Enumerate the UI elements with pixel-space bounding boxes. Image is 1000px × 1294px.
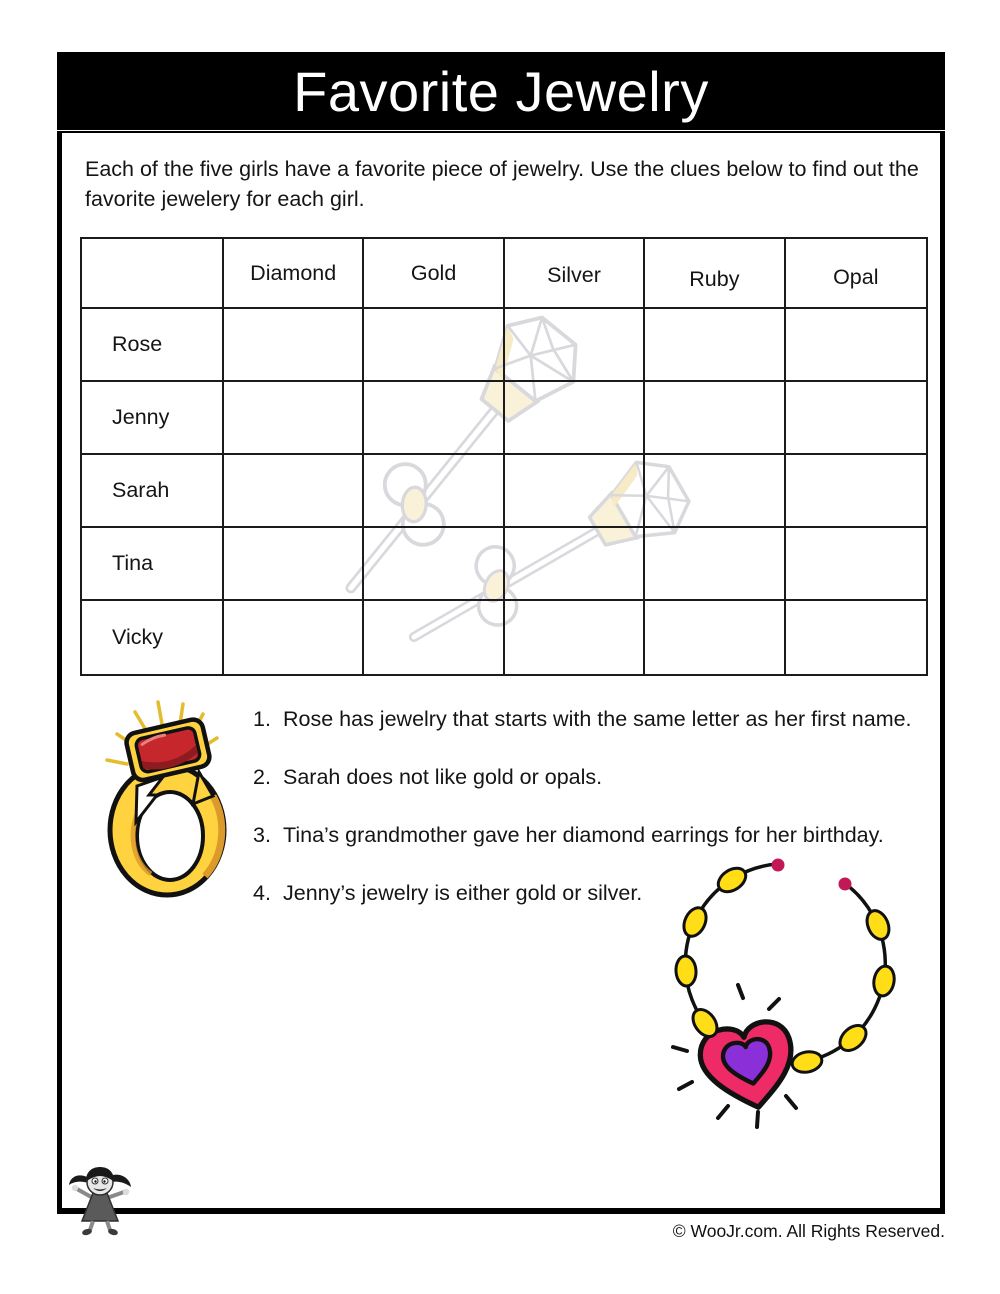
clue-text: Tina’s grandmother gave her diamond earrings for her birthday. (283, 823, 884, 847)
gold-ring-icon (95, 698, 240, 910)
column-header-ruby: Ruby (645, 239, 785, 309)
clue-number: 4. (253, 881, 271, 905)
clue-item-3 (253, 823, 912, 848)
column-header-opal: Opal (786, 239, 926, 309)
answer-cell-sarah-ruby[interactable] (645, 455, 785, 528)
answer-cell-sarah-diamond[interactable] (224, 455, 364, 528)
clue-item-2 (253, 765, 912, 790)
answer-cell-rose-ruby[interactable] (645, 309, 785, 382)
answer-cell-sarah-gold[interactable] (364, 455, 504, 528)
row-header-tina: Tina (82, 528, 224, 601)
row-header-sarah: Sarah (82, 455, 224, 528)
answer-cell-jenny-silver[interactable] (505, 382, 645, 455)
answer-cell-sarah-silver[interactable] (505, 455, 645, 528)
answer-cell-rose-opal[interactable] (786, 309, 926, 382)
clue-number: 3. (253, 823, 271, 847)
answer-cell-jenny-gold[interactable] (364, 382, 504, 455)
answer-cell-tina-gold[interactable] (364, 528, 504, 601)
clue-number: 2. (253, 765, 271, 789)
answer-cell-tina-diamond[interactable] (224, 528, 364, 601)
heart-necklace-icon (648, 856, 920, 1141)
clue-text: Rose has jewelry that starts with the same letter as her first name. (283, 707, 912, 731)
answer-cell-tina-ruby[interactable] (645, 528, 785, 601)
puzzle-table (80, 237, 928, 676)
answer-cell-vicky-diamond[interactable] (224, 601, 364, 674)
row-header-vicky: Vicky (82, 601, 224, 674)
answer-cell-rose-diamond[interactable] (224, 309, 364, 382)
answer-cell-rose-gold[interactable] (364, 309, 504, 382)
answer-cell-vicky-gold[interactable] (364, 601, 504, 674)
row-header-rose: Rose (82, 309, 224, 382)
girl-mascot-icon (60, 1161, 140, 1244)
clue-text: Sarah does not like gold or opals. (283, 765, 603, 789)
column-header-gold: Gold (364, 239, 504, 309)
answer-cell-jenny-opal[interactable] (786, 382, 926, 455)
answer-cell-sarah-opal[interactable] (786, 455, 926, 528)
clue-number: 1. (253, 707, 271, 731)
answer-cell-tina-opal[interactable] (786, 528, 926, 601)
column-header-diamond: Diamond (224, 239, 364, 309)
title-bar (57, 52, 945, 130)
page-title: Favorite Jewelry (293, 59, 709, 123)
clue-item-1 (253, 707, 912, 732)
intro-text: Each of the five girls have a favorite piece of jewelry. Use the clues below to find out the favorite jewelery for each girl. (85, 157, 919, 211)
answer-cell-rose-silver[interactable] (505, 309, 645, 382)
answer-cell-tina-silver[interactable] (505, 528, 645, 601)
answer-cell-jenny-diamond[interactable] (224, 382, 364, 455)
answer-cell-vicky-ruby[interactable] (645, 601, 785, 674)
answer-cell-vicky-silver[interactable] (505, 601, 645, 674)
corner-cell (82, 239, 224, 309)
clue-text: Jenny’s jewelry is either gold or silver. (283, 881, 643, 905)
copyright-text: © WooJr.com. All Rights Reserved. (672, 1221, 945, 1241)
row-header-jenny: Jenny (82, 382, 224, 455)
answer-cell-vicky-opal[interactable] (786, 601, 926, 674)
column-header-silver: Silver (505, 239, 645, 309)
answer-cell-jenny-ruby[interactable] (645, 382, 785, 455)
